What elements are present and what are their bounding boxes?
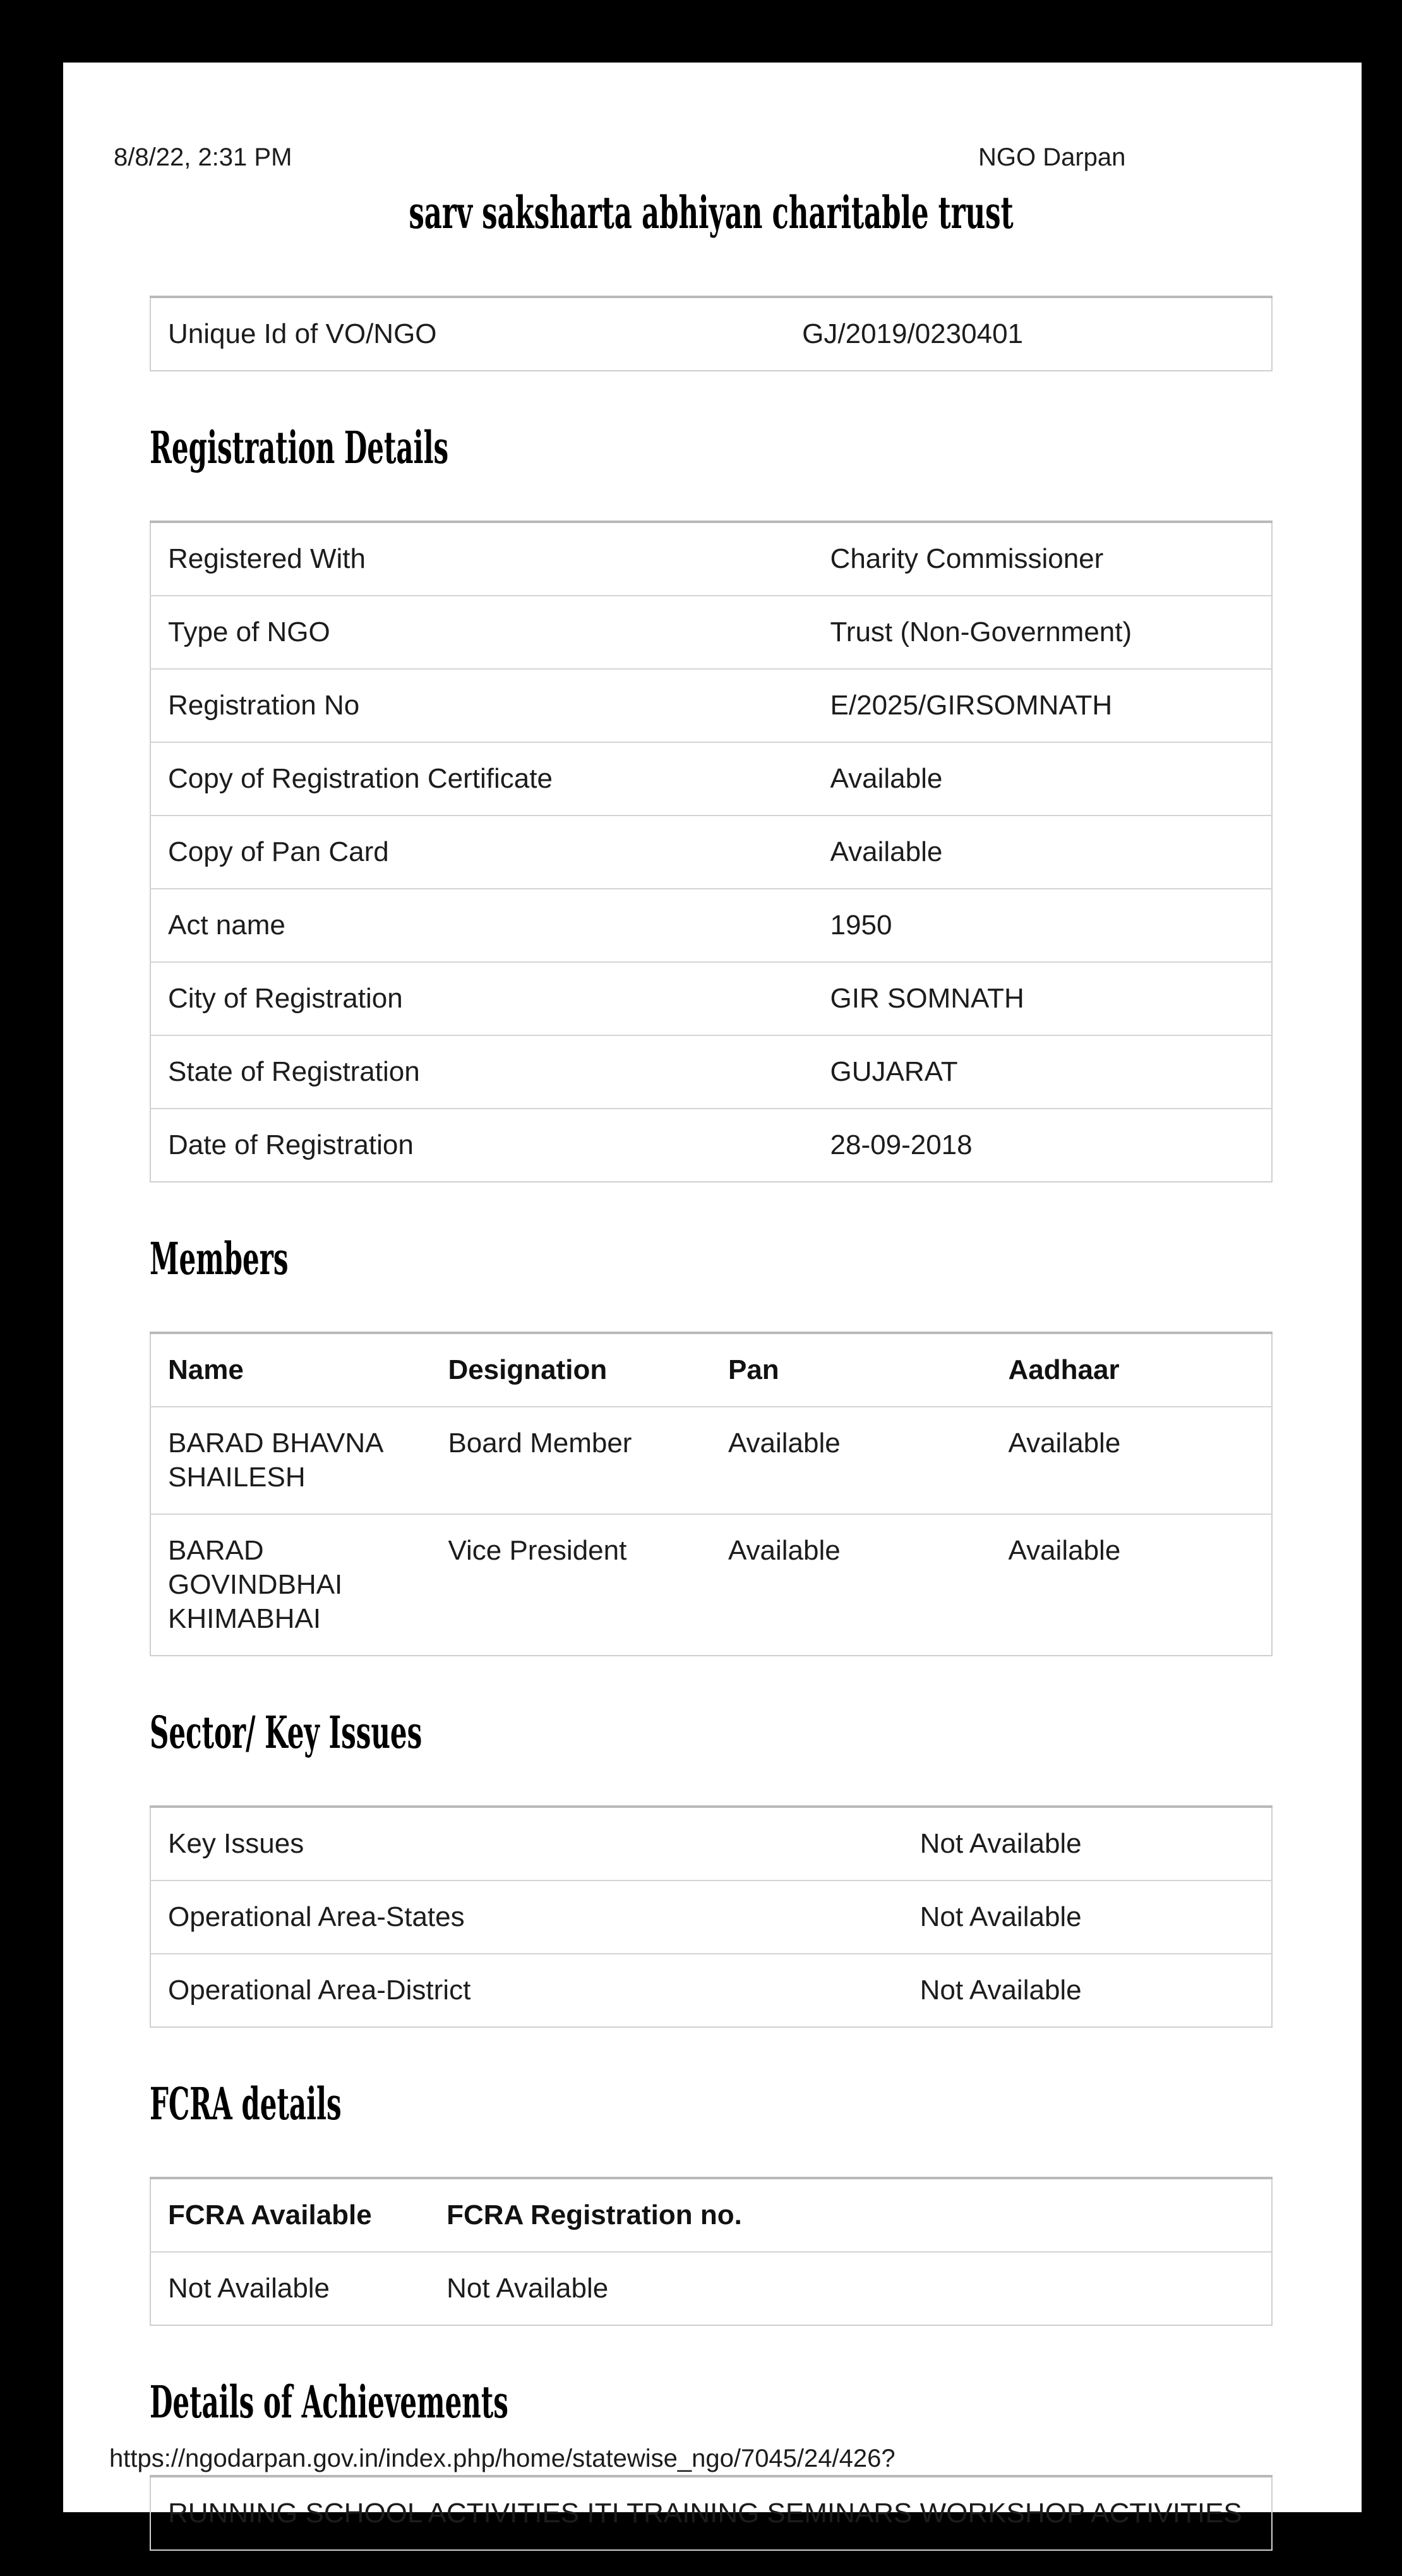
member-name-cell: BARAD GOVINDBHAI KHIMABHAI <box>168 1535 343 1634</box>
fcra-available-cell: Not Available <box>168 2273 330 2304</box>
row-value: Trust (Non-Government) <box>830 617 1132 647</box>
member-designation-cell: Vice President <box>448 1535 627 1566</box>
section-heading-achievements: Details of Achievements <box>150 2376 508 2428</box>
column-header-fcra-registration-no: FCRA Registration no. <box>446 2200 742 2230</box>
column-header-pan: Pan <box>728 1354 779 1385</box>
column-header-name: Name <box>168 1354 244 1385</box>
row-label: Unique Id of VO/NGO <box>168 318 437 349</box>
row-label: Date of Registration <box>168 1129 414 1160</box>
table-row <box>150 596 1272 669</box>
column-header-designation: Designation <box>448 1354 608 1385</box>
table-row <box>150 297 1272 371</box>
print-footer-url: https://ngodarpan.gov.in/index.php/home/statewise_ngo/7045/24/426? <box>109 2445 896 2472</box>
unique-id-table <box>150 296 1273 371</box>
section-heading-members: Members <box>150 1232 289 1285</box>
table-row <box>150 669 1272 742</box>
table-row <box>150 1109 1272 1182</box>
column-header-aadhaar: Aadhaar <box>1008 1354 1120 1385</box>
page-content <box>150 63 1273 2551</box>
member-designation-cell: Board Member <box>448 1428 632 1459</box>
section-heading-fcra: FCRA details <box>150 2078 342 2130</box>
row-label: Registered With <box>168 543 366 574</box>
fcra-details-table <box>150 2177 1273 2326</box>
row-value: 1950 <box>830 910 892 941</box>
table-row <box>150 816 1272 889</box>
table-row <box>150 1035 1272 1109</box>
registration-details-table <box>150 521 1273 1183</box>
row-label: Operational Area-District <box>168 1975 471 2006</box>
table-row <box>150 2252 1272 2325</box>
table-row <box>150 1807 1272 1881</box>
row-value: Not Available <box>920 1901 1082 1932</box>
achievements-table <box>150 2475 1273 2551</box>
table-header-row <box>150 1333 1272 1407</box>
section-heading-sector: Sector/ Key Issues <box>150 1706 422 1759</box>
print-header-timestamp: 8/8/22, 2:31 PM <box>114 143 292 171</box>
row-label: Copy of Registration Certificate <box>168 763 553 794</box>
row-label: Act name <box>168 910 285 941</box>
table-row <box>150 889 1272 962</box>
table-row <box>150 962 1272 1035</box>
row-label: Key Issues <box>168 1828 304 1859</box>
table-row <box>150 1407 1272 1514</box>
table-row <box>150 522 1272 596</box>
print-header-site-title: NGO Darpan <box>978 143 1126 171</box>
member-pan-cell: Available <box>728 1428 841 1459</box>
row-value: 28-09-2018 <box>830 1129 973 1160</box>
sector-key-issues-table <box>150 1805 1273 2028</box>
table-row <box>150 1881 1272 1954</box>
row-label: Operational Area-States <box>168 1901 465 1932</box>
table-row <box>150 1954 1272 2027</box>
table-row <box>150 2476 1272 2550</box>
row-value: Available <box>830 763 943 794</box>
members-table <box>150 1332 1273 1656</box>
table-row <box>150 742 1272 816</box>
row-label: Copy of Pan Card <box>168 836 389 867</box>
member-aadhaar-cell: Available <box>1008 1535 1121 1566</box>
row-value: GJ/2019/0230401 <box>802 318 1024 349</box>
member-aadhaar-cell: Available <box>1008 1428 1121 1459</box>
row-value: GIR SOMNATH <box>830 983 1024 1014</box>
row-value: E/2025/GIRSOMNATH <box>830 690 1113 721</box>
row-label: City of Registration <box>168 983 403 1014</box>
row-value: Charity Commissioner <box>830 543 1104 574</box>
column-header-fcra-available: FCRA Available <box>168 2200 372 2230</box>
fcra-registration-no-cell: Not Available <box>446 2273 609 2304</box>
table-header-row <box>150 2178 1272 2252</box>
row-label: Registration No <box>168 690 360 721</box>
printed-page <box>63 63 1362 2529</box>
section-heading-registration: Registration Details <box>150 421 449 474</box>
page-title: sarv saksharta abhiyan charitable trust <box>409 186 1014 239</box>
row-value: Available <box>830 836 943 867</box>
row-value: Not Available <box>920 1975 1082 2006</box>
member-pan-cell: Available <box>728 1535 841 1566</box>
row-label: Type of NGO <box>168 617 330 647</box>
row-value: Not Available <box>920 1828 1082 1859</box>
table-row <box>150 1514 1272 1656</box>
row-label: State of Registration <box>168 1056 420 1087</box>
row-value: GUJARAT <box>830 1056 958 1087</box>
member-name-cell: BARAD BHAVNA SHAILESH <box>168 1428 383 1493</box>
achievements-text-cell: RUNNING SCHOOL ACTIVITIES ITI TRAINING SEMINARS WORKSHOP ACTIVITIES <box>168 2498 1242 2529</box>
